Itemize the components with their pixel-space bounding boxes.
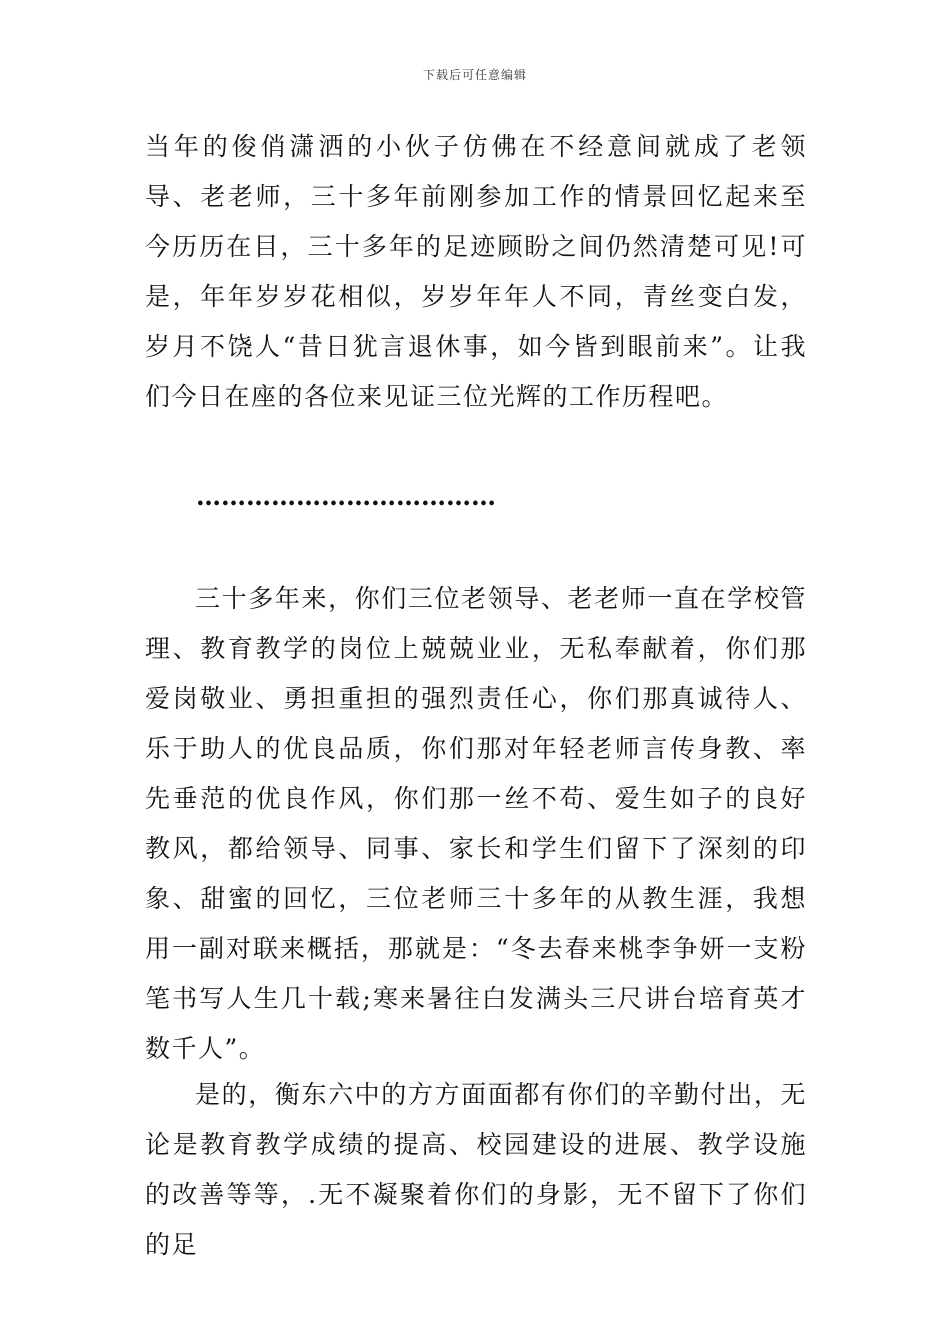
paragraph-1: 当年的俊俏潇洒的小伙子仿佛在不经意间就成了老领导、老老师，三十多年前刚参加工作的情景回忆起来至今历历在目，三十多年的足迹顾盼之间仍然清楚可见!可是，年年岁岁花相似，岁岁年年人不同，青丝变白发，岁月不饶人“昔日犹言退休事，如今皆到眼前来”。让我们今日在座的各位来见证三位光辉的工作历程吧。	[145, 132, 807, 411]
paragraph-2: 三十多年来，你们三位老领导、老老师一直在学校管理、教育教学的岗位上兢兢业业，无私奉献着，你们那爱岗敬业、勇担重担的强烈责任心，你们那真诚待人、乐于助人的优良品质，你们那对年轻老师言传身教、率先垂范的优良作风，你们那一丝不苟、爱生如子的良好教风，都给领导、同事、家长和学生们留下了深刻的印象、甜蜜的回忆，三位老师三十多年的从教生涯，我想用一副对联来概括，那就是：“冬去春来桃李争妍一支粉笔书写人生几十载;寒来暑往白发满头三尺讲台培育英才数千人”。	[145, 584, 807, 1063]
ellipsis-separator: ………………………………	[196, 482, 496, 511]
header-note: 下载后可任意编辑	[422, 68, 527, 82]
paragraph-3: 是的，衡东六中的方方面面都有你们的辛勤付出，无论是教育教学成绩的提高、校园建设的进展、教学设施的改善等等，.无不凝聚着你们的身影，无不留下了你们的足	[145, 1080, 807, 1259]
